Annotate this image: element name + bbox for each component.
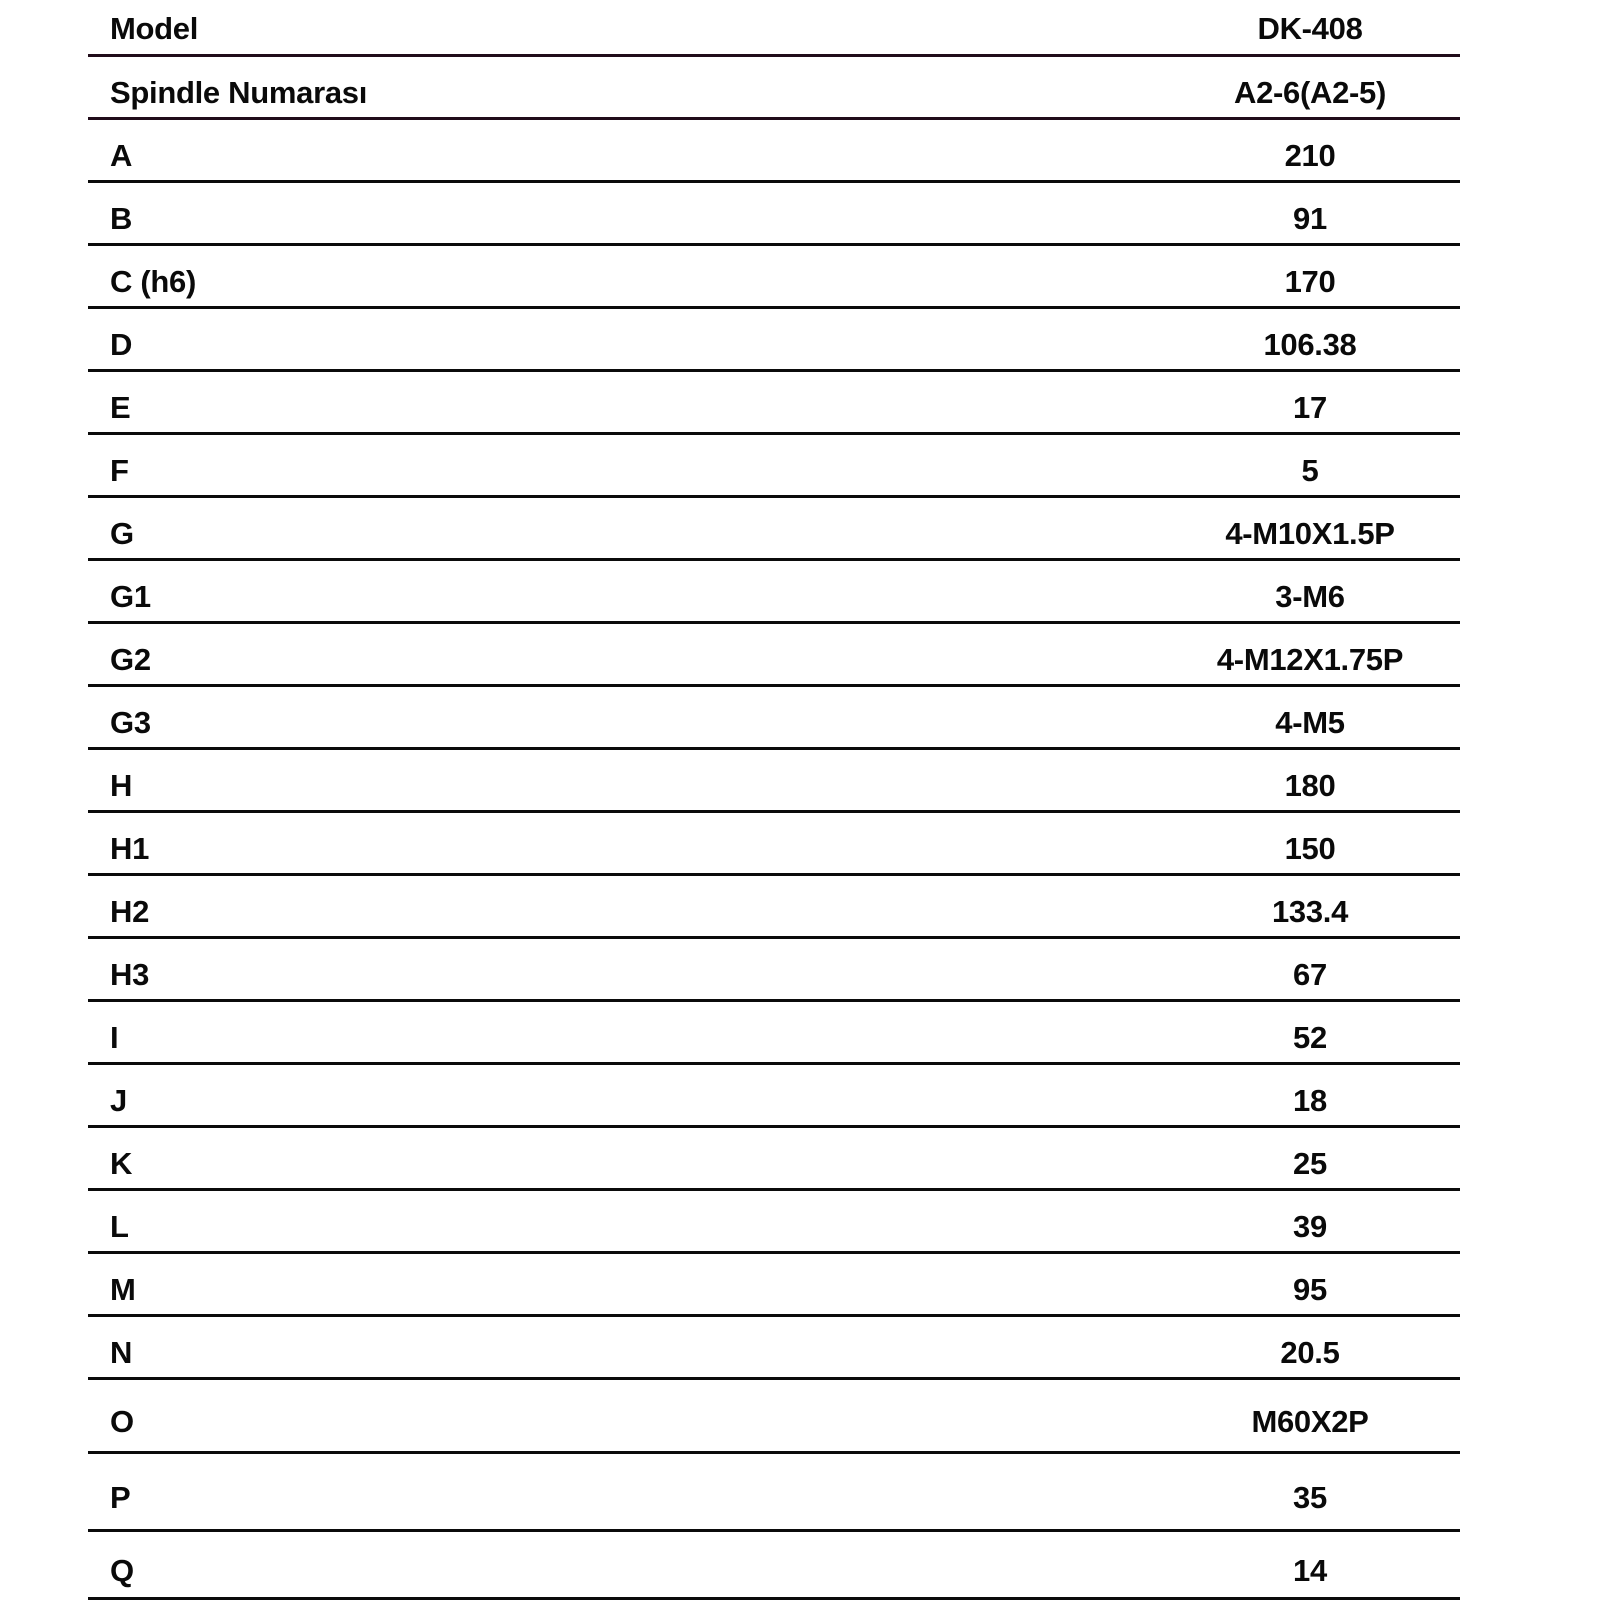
- table-row: [88, 1191, 1460, 1254]
- table-row: [88, 57, 1460, 120]
- row-value: 39: [1293, 1209, 1327, 1244]
- row-label: G2: [110, 642, 151, 677]
- row-value: 91: [1293, 201, 1327, 236]
- row-label: H3: [110, 957, 150, 992]
- row-value: 150: [1284, 831, 1336, 866]
- row-value: 67: [1293, 957, 1327, 992]
- row-label: L: [110, 1209, 129, 1244]
- row-label: G1: [110, 579, 151, 614]
- row-label: O: [110, 1403, 134, 1439]
- row-label: B: [110, 201, 133, 236]
- table-row: [88, 435, 1460, 498]
- row-label: Q: [110, 1552, 134, 1588]
- row-label: M: [110, 1272, 136, 1307]
- row-value: 180: [1284, 768, 1336, 803]
- table-row: [88, 246, 1460, 309]
- row-value: 35: [1293, 1479, 1327, 1515]
- row-label: I: [110, 1020, 119, 1055]
- table-row: [88, 750, 1460, 813]
- table-row: [88, 1454, 1460, 1532]
- row-label: G3: [110, 705, 151, 740]
- table-row: [88, 0, 1460, 57]
- table-row: [88, 372, 1460, 435]
- table-row: [88, 687, 1460, 750]
- row-value: 20.5: [1280, 1335, 1340, 1370]
- row-value: M60X2P: [1251, 1403, 1369, 1439]
- table-row: [88, 1380, 1460, 1454]
- row-label: G: [110, 516, 134, 551]
- table-row: [88, 1317, 1460, 1380]
- row-label: K: [110, 1146, 133, 1181]
- row-label: C (h6): [110, 264, 197, 299]
- row-label: N: [110, 1335, 133, 1370]
- row-value: 17: [1293, 390, 1327, 425]
- spindle-spec-table: [88, 0, 1460, 1600]
- row-label: F: [110, 453, 129, 488]
- row-value: 18: [1293, 1083, 1327, 1118]
- row-value: 4-M12X1.75P: [1216, 642, 1404, 677]
- table-row: [88, 1532, 1460, 1600]
- table-row: [88, 813, 1460, 876]
- row-label: H: [110, 768, 133, 803]
- row-value: A2-6(A2-5): [1233, 75, 1387, 110]
- table-row: [88, 939, 1460, 1002]
- row-value: 3-M6: [1275, 579, 1345, 614]
- table-row: [88, 876, 1460, 939]
- row-label: A: [110, 138, 133, 173]
- row-label: H2: [110, 894, 150, 929]
- row-value: 95: [1293, 1272, 1327, 1307]
- row-value: 4-M10X1.5P: [1225, 516, 1395, 551]
- spec-table-body: [88, 0, 1460, 1600]
- table-row: [88, 498, 1460, 561]
- row-label: D: [110, 327, 133, 362]
- row-value: 170: [1284, 264, 1336, 299]
- row-value: 106.38: [1263, 327, 1357, 362]
- row-value: 14: [1293, 1552, 1327, 1588]
- table-row: [88, 561, 1460, 624]
- row-value: 52: [1293, 1020, 1327, 1055]
- row-value: 5: [1301, 453, 1319, 488]
- row-label: E: [110, 390, 131, 425]
- row-value: 4-M5: [1275, 705, 1345, 740]
- row-label: Spindle Numarası: [110, 75, 368, 110]
- row-label: P: [110, 1479, 131, 1515]
- row-value: 25: [1293, 1146, 1327, 1181]
- row-value: 133.4: [1271, 894, 1349, 929]
- table-row: [88, 1128, 1460, 1191]
- table-row: [88, 183, 1460, 246]
- row-value: DK-408: [1257, 11, 1363, 46]
- table-row: [88, 120, 1460, 183]
- row-label: J: [110, 1083, 127, 1118]
- table-row: [88, 309, 1460, 372]
- table-row: [88, 1002, 1460, 1065]
- row-label: Model: [110, 11, 199, 46]
- table-row: [88, 1065, 1460, 1128]
- row-value: 210: [1284, 138, 1336, 173]
- row-label: H1: [110, 831, 150, 866]
- table-row: [88, 1254, 1460, 1317]
- table-row: [88, 624, 1460, 687]
